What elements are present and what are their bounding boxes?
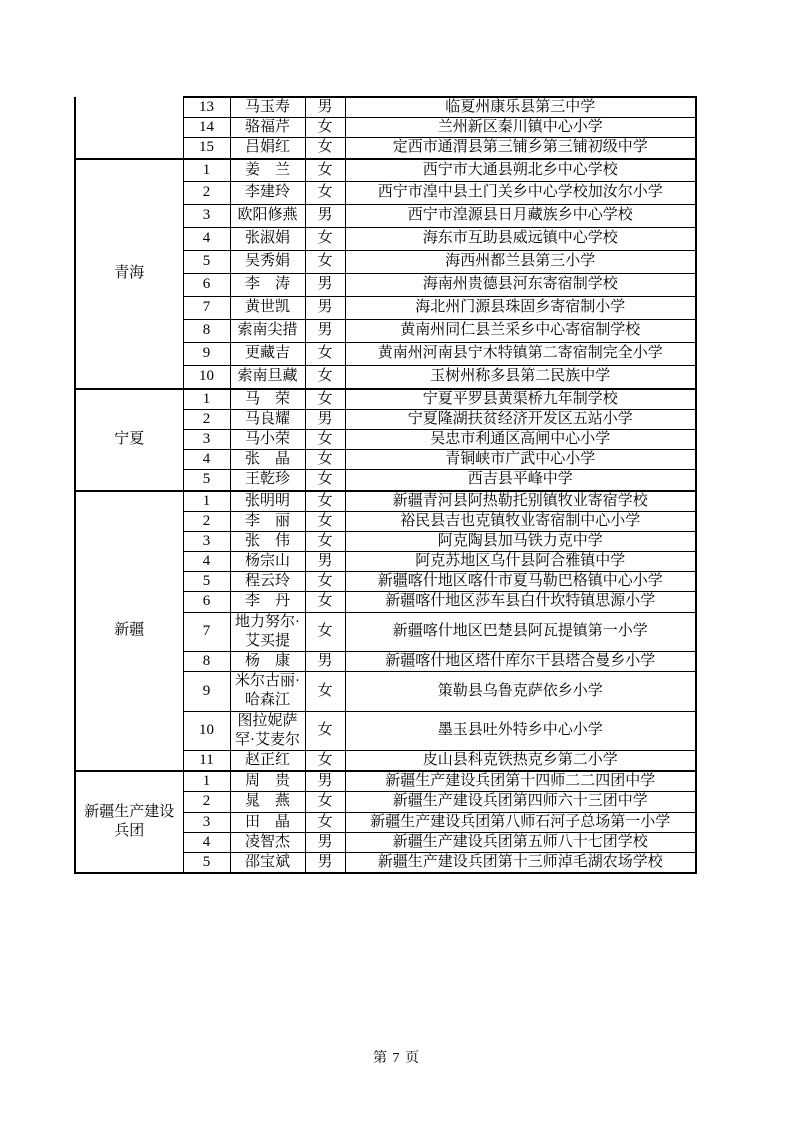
seq-cell: 2 <box>183 792 230 812</box>
seq-cell: 1 <box>183 771 230 792</box>
name-cell: 索南旦藏 <box>230 366 305 389</box>
gender-cell: 女 <box>305 792 345 812</box>
name-cell: 田 晶 <box>230 812 305 832</box>
gender-cell: 女 <box>305 572 345 592</box>
school-cell: 海西州都兰县第三小学 <box>345 251 696 274</box>
province-group <box>75 159 696 389</box>
province-group <box>75 491 696 772</box>
table-row <box>75 771 696 792</box>
school-cell: 西吉县平峰中学 <box>345 470 696 491</box>
seq-cell: 4 <box>183 450 230 470</box>
gender-cell: 男 <box>305 97 345 118</box>
school-cell: 阿克苏地区乌什县阿合雅镇中学 <box>345 552 696 572</box>
name-cell: 李建玲 <box>230 182 305 205</box>
school-cell: 定西市通渭县第三铺乡第三铺初级中学 <box>345 138 696 159</box>
school-cell: 新疆喀什地区莎车县白什坎特镇思源小学 <box>345 592 696 612</box>
name-cell: 黄世凯 <box>230 297 305 320</box>
province-group <box>75 771 696 873</box>
gender-cell: 女 <box>305 672 345 711</box>
gender-cell: 女 <box>305 470 345 491</box>
school-cell: 黄南州同仁县兰采乡中心寄宿制学校 <box>345 320 696 343</box>
school-cell: 阿克陶县加马铁力克中学 <box>345 531 696 551</box>
province-cell <box>75 97 183 159</box>
gender-cell: 女 <box>305 450 345 470</box>
school-cell: 西宁市湟中县土门关乡中心学校加汝尔小学 <box>345 182 696 205</box>
gender-cell: 女 <box>305 531 345 551</box>
seq-cell: 5 <box>183 572 230 592</box>
gender-cell: 女 <box>305 750 345 771</box>
school-cell: 西宁市大通县朔北乡中心学校 <box>345 159 696 182</box>
seq-cell: 1 <box>183 389 230 410</box>
page-number: 第 7 页 <box>373 1051 420 1066</box>
school-cell: 青铜峡市广武中心小学 <box>345 450 696 470</box>
table-row <box>75 159 696 182</box>
name-cell: 凌智杰 <box>230 832 305 852</box>
gender-cell: 女 <box>305 612 345 651</box>
seq-cell: 8 <box>183 652 230 672</box>
gender-cell: 女 <box>305 812 345 832</box>
seq-cell: 9 <box>183 343 230 366</box>
school-cell: 临夏州康乐县第三中学 <box>345 97 696 118</box>
seq-cell: 1 <box>183 159 230 182</box>
school-cell: 新疆生产建设兵团第四师六十三团中学 <box>345 792 696 812</box>
seq-cell: 3 <box>183 205 230 228</box>
school-cell: 西宁市湟源县日月藏族乡中心学校 <box>345 205 696 228</box>
seq-cell: 7 <box>183 612 230 651</box>
school-cell: 策勒县乌鲁克萨依乡小学 <box>345 672 696 711</box>
table-row <box>75 97 696 118</box>
roster-table <box>74 96 697 874</box>
gender-cell: 男 <box>305 832 345 852</box>
gender-cell: 女 <box>305 511 345 531</box>
name-cell: 晁 燕 <box>230 792 305 812</box>
gender-cell: 女 <box>305 138 345 159</box>
gender-cell: 女 <box>305 182 345 205</box>
seq-cell: 14 <box>183 118 230 138</box>
name-cell: 张淑娟 <box>230 228 305 251</box>
school-cell: 黄南州河南县宁木特镇第二寄宿制完全小学 <box>345 343 696 366</box>
school-cell: 兰州新区秦川镇中心小学 <box>345 118 696 138</box>
seq-cell: 10 <box>183 366 230 389</box>
gender-cell: 女 <box>305 429 345 449</box>
school-cell: 新疆生产建设兵团第八师石河子总场第一小学 <box>345 812 696 832</box>
seq-cell: 6 <box>183 592 230 612</box>
gender-cell: 女 <box>305 228 345 251</box>
name-cell: 张 伟 <box>230 531 305 551</box>
seq-cell: 2 <box>183 409 230 429</box>
name-cell: 地力努尔·艾买提 <box>230 612 305 651</box>
gender-cell: 男 <box>305 297 345 320</box>
province-group <box>75 389 696 491</box>
seq-cell: 3 <box>183 531 230 551</box>
gender-cell: 女 <box>305 592 345 612</box>
name-cell: 吴秀娟 <box>230 251 305 274</box>
gender-cell: 男 <box>305 274 345 297</box>
name-cell: 索南尖措 <box>230 320 305 343</box>
seq-cell: 1 <box>183 491 230 512</box>
name-cell: 欧阳修燕 <box>230 205 305 228</box>
province-group <box>75 97 696 159</box>
name-cell: 马 荣 <box>230 389 305 410</box>
gender-cell: 男 <box>305 852 345 873</box>
seq-cell: 4 <box>183 552 230 572</box>
name-cell: 周 贵 <box>230 771 305 792</box>
gender-cell: 男 <box>305 205 345 228</box>
gender-cell: 女 <box>305 343 345 366</box>
seq-cell: 2 <box>183 511 230 531</box>
name-cell: 王乾珍 <box>230 470 305 491</box>
gender-cell: 男 <box>305 320 345 343</box>
gender-cell: 女 <box>305 491 345 512</box>
seq-cell: 7 <box>183 297 230 320</box>
name-cell: 张 晶 <box>230 450 305 470</box>
seq-cell: 4 <box>183 832 230 852</box>
seq-cell: 13 <box>183 97 230 118</box>
seq-cell: 5 <box>183 852 230 873</box>
gender-cell: 女 <box>305 366 345 389</box>
seq-cell: 3 <box>183 812 230 832</box>
seq-cell: 11 <box>183 750 230 771</box>
gender-cell: 男 <box>305 652 345 672</box>
gender-cell: 男 <box>305 771 345 792</box>
gender-cell: 女 <box>305 118 345 138</box>
seq-cell: 10 <box>183 711 230 750</box>
name-cell: 杨宗山 <box>230 552 305 572</box>
name-cell: 程云玲 <box>230 572 305 592</box>
province-cell: 新疆 <box>75 491 183 772</box>
seq-cell: 4 <box>183 228 230 251</box>
name-cell: 骆福芹 <box>230 118 305 138</box>
gender-cell: 男 <box>305 409 345 429</box>
school-cell: 新疆生产建设兵团第五师八十七团学校 <box>345 832 696 852</box>
name-cell: 李 丹 <box>230 592 305 612</box>
gender-cell: 男 <box>305 552 345 572</box>
seq-cell: 5 <box>183 251 230 274</box>
school-cell: 新疆喀什地区巴楚县阿瓦提镇第一小学 <box>345 612 696 651</box>
school-cell: 海北州门源县珠固乡寄宿制小学 <box>345 297 696 320</box>
table-row <box>75 389 696 410</box>
name-cell: 邵宝斌 <box>230 852 305 873</box>
province-cell: 新疆生产建设兵团 <box>75 771 183 873</box>
school-cell: 新疆喀什地区喀什市夏马勒巴格镇中心小学 <box>345 572 696 592</box>
school-cell: 海南州贵德县河东寄宿制学校 <box>345 274 696 297</box>
gender-cell: 女 <box>305 389 345 410</box>
school-cell: 新疆喀什地区塔什库尔干县塔合曼乡小学 <box>345 652 696 672</box>
seq-cell: 15 <box>183 138 230 159</box>
seq-cell: 3 <box>183 429 230 449</box>
name-cell: 马玉寿 <box>230 97 305 118</box>
gender-cell: 女 <box>305 159 345 182</box>
name-cell: 赵正红 <box>230 750 305 771</box>
seq-cell: 6 <box>183 274 230 297</box>
seq-cell: 2 <box>183 182 230 205</box>
gender-cell: 女 <box>305 251 345 274</box>
name-cell: 图拉妮萨罕·艾麦尔 <box>230 711 305 750</box>
school-cell: 吴忠市利通区高闸中心小学 <box>345 429 696 449</box>
school-cell: 裕民县吉也克镇牧业寄宿制中心小学 <box>345 511 696 531</box>
name-cell: 吕娟红 <box>230 138 305 159</box>
name-cell: 马小荣 <box>230 429 305 449</box>
school-cell: 宁夏隆湖扶贫经济开发区五站小学 <box>345 409 696 429</box>
seq-cell: 5 <box>183 470 230 491</box>
name-cell: 姜 兰 <box>230 159 305 182</box>
province-cell: 青海 <box>75 159 183 389</box>
table-row <box>75 491 696 512</box>
seq-cell: 9 <box>183 672 230 711</box>
school-cell: 宁夏平罗县黄渠桥九年制学校 <box>345 389 696 410</box>
school-cell: 新疆青河县阿热勒托别镇牧业寄宿学校 <box>345 491 696 512</box>
name-cell: 杨 康 <box>230 652 305 672</box>
school-cell: 墨玉县吐外特乡中心小学 <box>345 711 696 750</box>
school-cell: 皮山县科克铁热克乡第二小学 <box>345 750 696 771</box>
school-cell: 新疆生产建设兵团第十三师淖毛湖农场学校 <box>345 852 696 873</box>
name-cell: 李 涛 <box>230 274 305 297</box>
name-cell: 张明明 <box>230 491 305 512</box>
name-cell: 米尔古丽·哈森江 <box>230 672 305 711</box>
province-cell: 宁夏 <box>75 389 183 491</box>
school-cell: 海东市互助县威远镇中心学校 <box>345 228 696 251</box>
name-cell: 更藏吉 <box>230 343 305 366</box>
seq-cell: 8 <box>183 320 230 343</box>
gender-cell: 女 <box>305 711 345 750</box>
name-cell: 马良耀 <box>230 409 305 429</box>
name-cell: 李 丽 <box>230 511 305 531</box>
school-cell: 新疆生产建设兵团第十四师二二四团中学 <box>345 771 696 792</box>
school-cell: 玉树州称多县第二民族中学 <box>345 366 696 389</box>
